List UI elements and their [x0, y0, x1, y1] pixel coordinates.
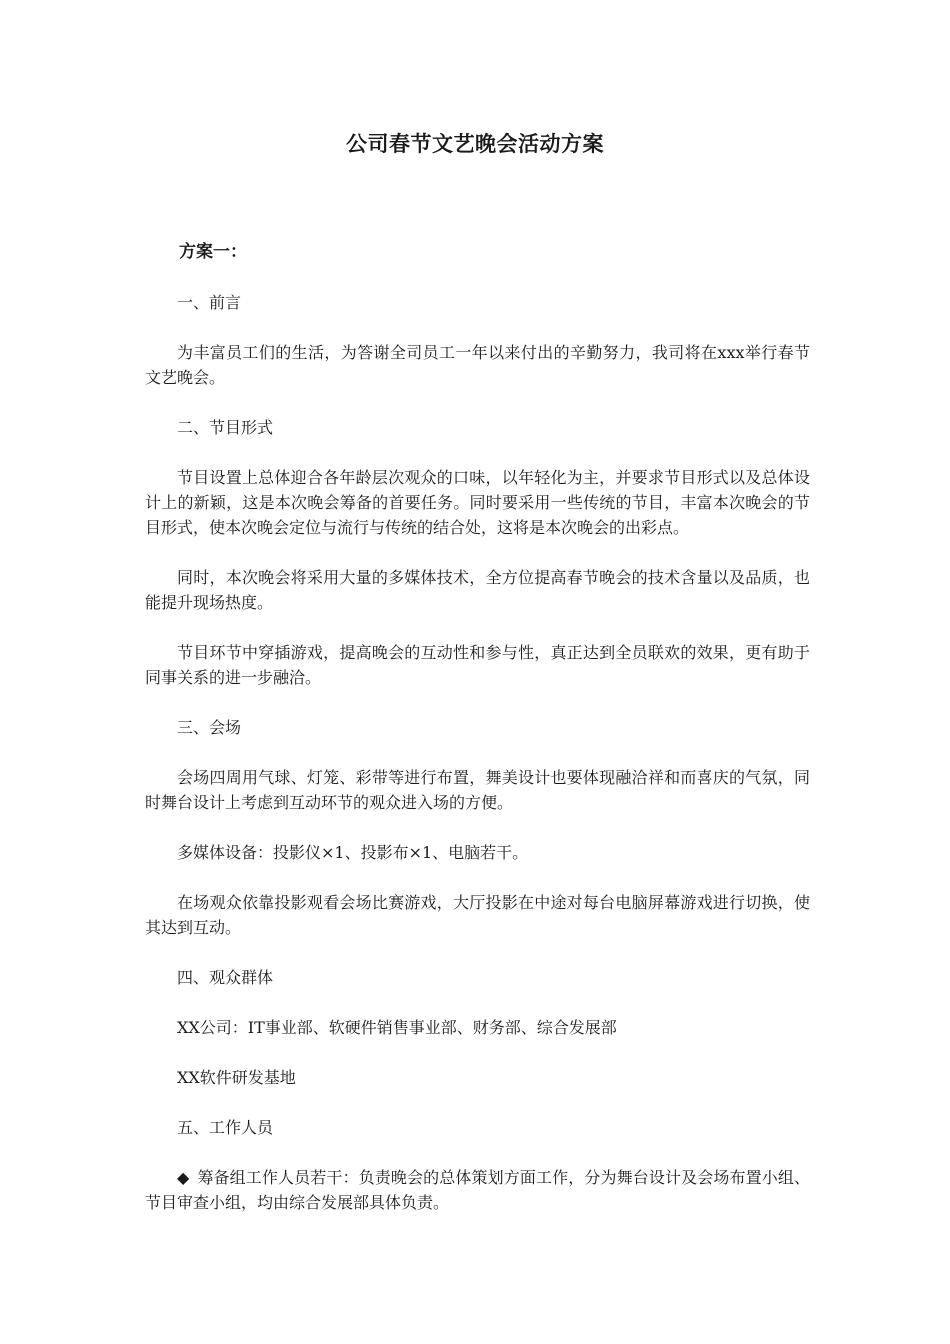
document-title: 公司春节文艺晚会活动方案	[346, 131, 604, 156]
paragraph-venue-decoration: 会场四周用气球、灯笼、彩带等进行布置，舞美设计也要体现融洽祥和而喜庆的气氛，同时舞台设计上考虑到互动环节的观众进入场的方便。	[145, 768, 810, 812]
section-heading-venue: 三、会场	[177, 718, 242, 737]
section-heading-preface: 一、前言	[177, 293, 242, 312]
diamond-bullet-icon: ◆	[177, 1168, 190, 1187]
paragraph-company-departments: XX公司：IT事业部、软硬件销售事业部、财务部、综合发展部	[177, 1018, 617, 1037]
paragraph-projection: 在场观众依靠投影观看会场比赛游戏，大厅投影在中途对每台电脑屏幕游戏进行切换，使其达到互动。	[145, 893, 810, 937]
section-heading-staff: 五、工作人员	[177, 1118, 274, 1137]
bullet-item-text: 筹备组工作人员若干：负责晚会的总体策划方面工作，分为舞台设计及会场布置小组、节目审查小组，均由综合发展部具体负责。	[145, 1168, 810, 1212]
section-heading-audience: 四、观众群体	[177, 968, 274, 987]
paragraph-preface: 为丰富员工们的生活，为答谢全司员工一年以来付出的辛勤努力，我司将在xxx举行春节文艺晚会。	[145, 343, 810, 387]
section-heading-program-format: 二、节目形式	[177, 418, 274, 437]
paragraph-rd-base: XX软件研发基地	[177, 1068, 296, 1087]
paragraph-equipment: 多媒体设备：投影仪×1、投影布×1、电脑若干。	[177, 843, 529, 862]
paragraph-multimedia: 同时，本次晚会将采用大量的多媒体技术，全方位提高春节晚会的技术含量以及品质，也能提升现场热度。	[145, 568, 810, 612]
plan-heading: 方案一：	[179, 242, 247, 262]
document-body	[145, 240, 810, 1240]
bullet-item-preparation-team	[145, 1165, 810, 1215]
paragraph-games: 节目环节中穿插游戏，提高晚会的互动性和参与性，真正达到全员联欢的效果，更有助于同事关系的进一步融洽。	[145, 643, 810, 687]
paragraph-program-design: 节目设置上总体迎合各年龄层次观众的口味，以年轻化为主，并要求节目形式以及总体设计上的新颖，这是本次晚会筹备的首要任务。同时要采用一些传统的节目，丰富本次晚会的节目形式，使本次晚会定位与流行与传统的结合处，这将是本次晚会的出彩点。	[145, 468, 810, 537]
